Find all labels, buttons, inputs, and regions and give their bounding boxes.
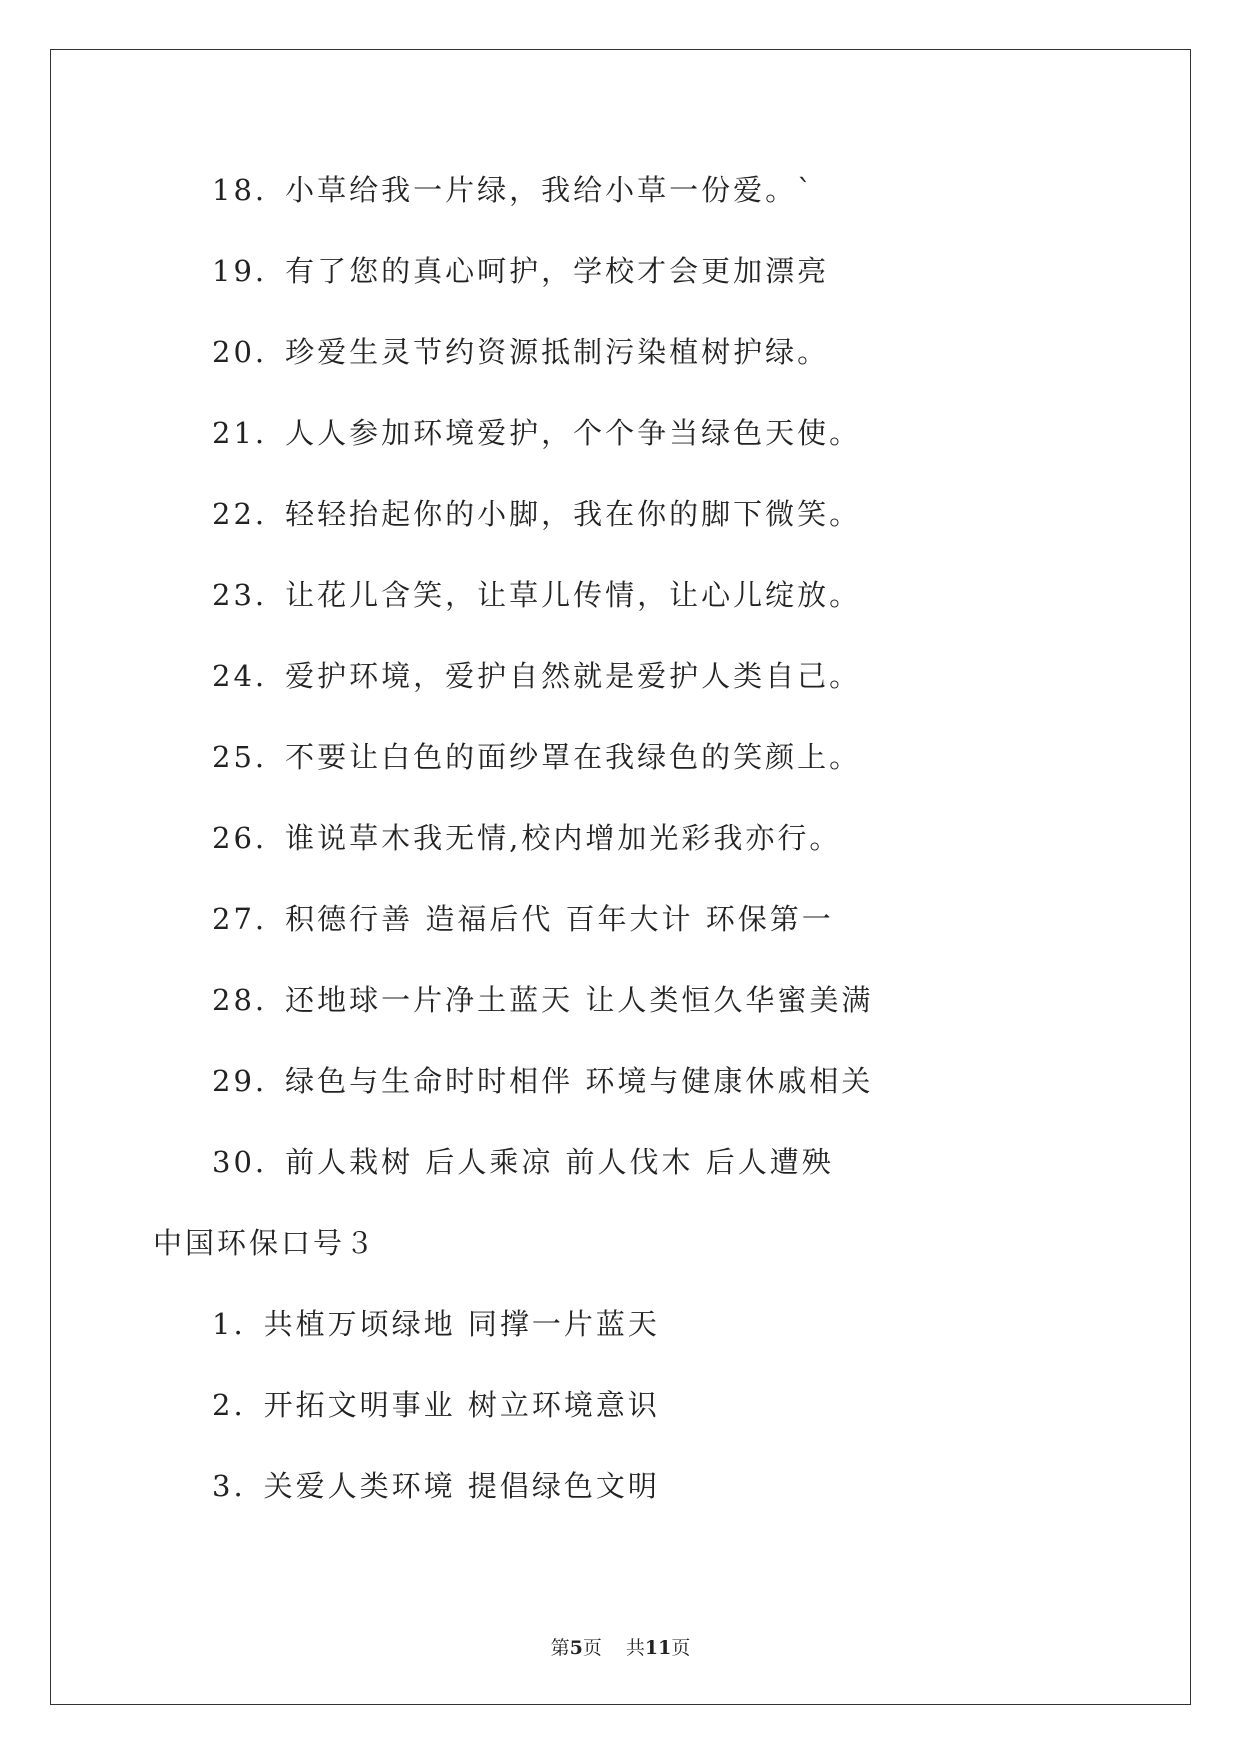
item-number: 20. xyxy=(212,335,268,369)
section-heading: 中国环保口号３ xyxy=(153,1226,378,1260)
list-item xyxy=(212,1064,874,1098)
item-number: 22. xyxy=(212,497,268,531)
item-number: 18. xyxy=(212,173,268,207)
item-number: 2. xyxy=(212,1388,246,1422)
list-item xyxy=(212,497,862,531)
item-number: 1. xyxy=(212,1307,246,1341)
item-text: 积德行善 造福后代 百年大计 环保第一 xyxy=(285,902,834,936)
item-text: 有了您的真心呵护，学校才会更加漂亮 xyxy=(285,254,830,288)
item-text: 人人参加环境爱护，个个争当绿色天使。 xyxy=(285,416,862,450)
item-text: 珍爱生灵节约资源抵制污染植树护绿。 xyxy=(285,335,830,369)
item-text: 还地球一片净土蓝天 让人类恒久华蜜美满 xyxy=(285,983,874,1017)
item-number: 21. xyxy=(212,416,268,450)
list-item xyxy=(212,578,862,612)
item-text: 绿色与生命时时相伴 环境与健康休戚相关 xyxy=(285,1064,874,1098)
list-item xyxy=(212,416,862,450)
list-item xyxy=(212,659,862,693)
item-number: 30. xyxy=(212,1145,268,1179)
list-item xyxy=(212,254,830,288)
page-border xyxy=(50,49,1191,1705)
item-number: 29. xyxy=(212,1064,268,1098)
list-item xyxy=(212,740,862,774)
footer-page-word: 页 xyxy=(582,1637,602,1659)
list-item xyxy=(212,335,830,369)
item-number: 19. xyxy=(212,254,268,288)
item-text: 关爱人类环境 提倡绿色文明 xyxy=(263,1469,660,1503)
list-item xyxy=(212,983,874,1017)
item-number: 27. xyxy=(212,902,268,936)
footer-total-prefix: 共 xyxy=(625,1637,645,1659)
list-item xyxy=(212,821,842,855)
footer-prefix: 第 xyxy=(550,1637,570,1659)
list-item xyxy=(212,1145,834,1179)
item-text: 谁说草木我无情,校内增加光彩我亦行。 xyxy=(285,821,842,855)
item-text: 共植万顷绿地 同撑一片蓝天 xyxy=(263,1307,660,1341)
item-number: 23. xyxy=(212,578,268,612)
item-text: 爱护环境，爱护自然就是爱护人类自己。 xyxy=(285,659,862,693)
list-item xyxy=(212,1388,660,1422)
item-text: 轻轻抬起你的小脚，我在你的脚下微笑。 xyxy=(285,497,862,531)
item-number: 25. xyxy=(212,740,268,774)
list-item xyxy=(212,173,815,207)
item-number: 26. xyxy=(212,821,268,855)
list-item xyxy=(212,902,834,936)
item-number: 28. xyxy=(212,983,268,1017)
list-item xyxy=(212,1469,660,1503)
item-text: 让花儿含笑，让草儿传情，让心儿绽放。 xyxy=(285,578,862,612)
footer-total-pages: 11 xyxy=(644,1637,672,1659)
list-item xyxy=(212,1307,660,1341)
item-text: 前人栽树 后人乘凉 前人伐木 后人遭殃 xyxy=(285,1145,834,1179)
footer-total-suffix: 页 xyxy=(671,1637,691,1659)
page-footer xyxy=(0,1633,1241,1660)
item-number: 3. xyxy=(212,1469,246,1503)
item-text: 小草给我一片绿，我给小草一份爱。` xyxy=(285,173,815,207)
item-number: 24. xyxy=(212,659,268,693)
footer-current-page: 5 xyxy=(569,1637,583,1659)
item-text: 开拓文明事业 树立环境意识 xyxy=(263,1388,660,1422)
item-text: 不要让白色的面纱罩在我绿色的笑颜上。 xyxy=(285,740,862,774)
